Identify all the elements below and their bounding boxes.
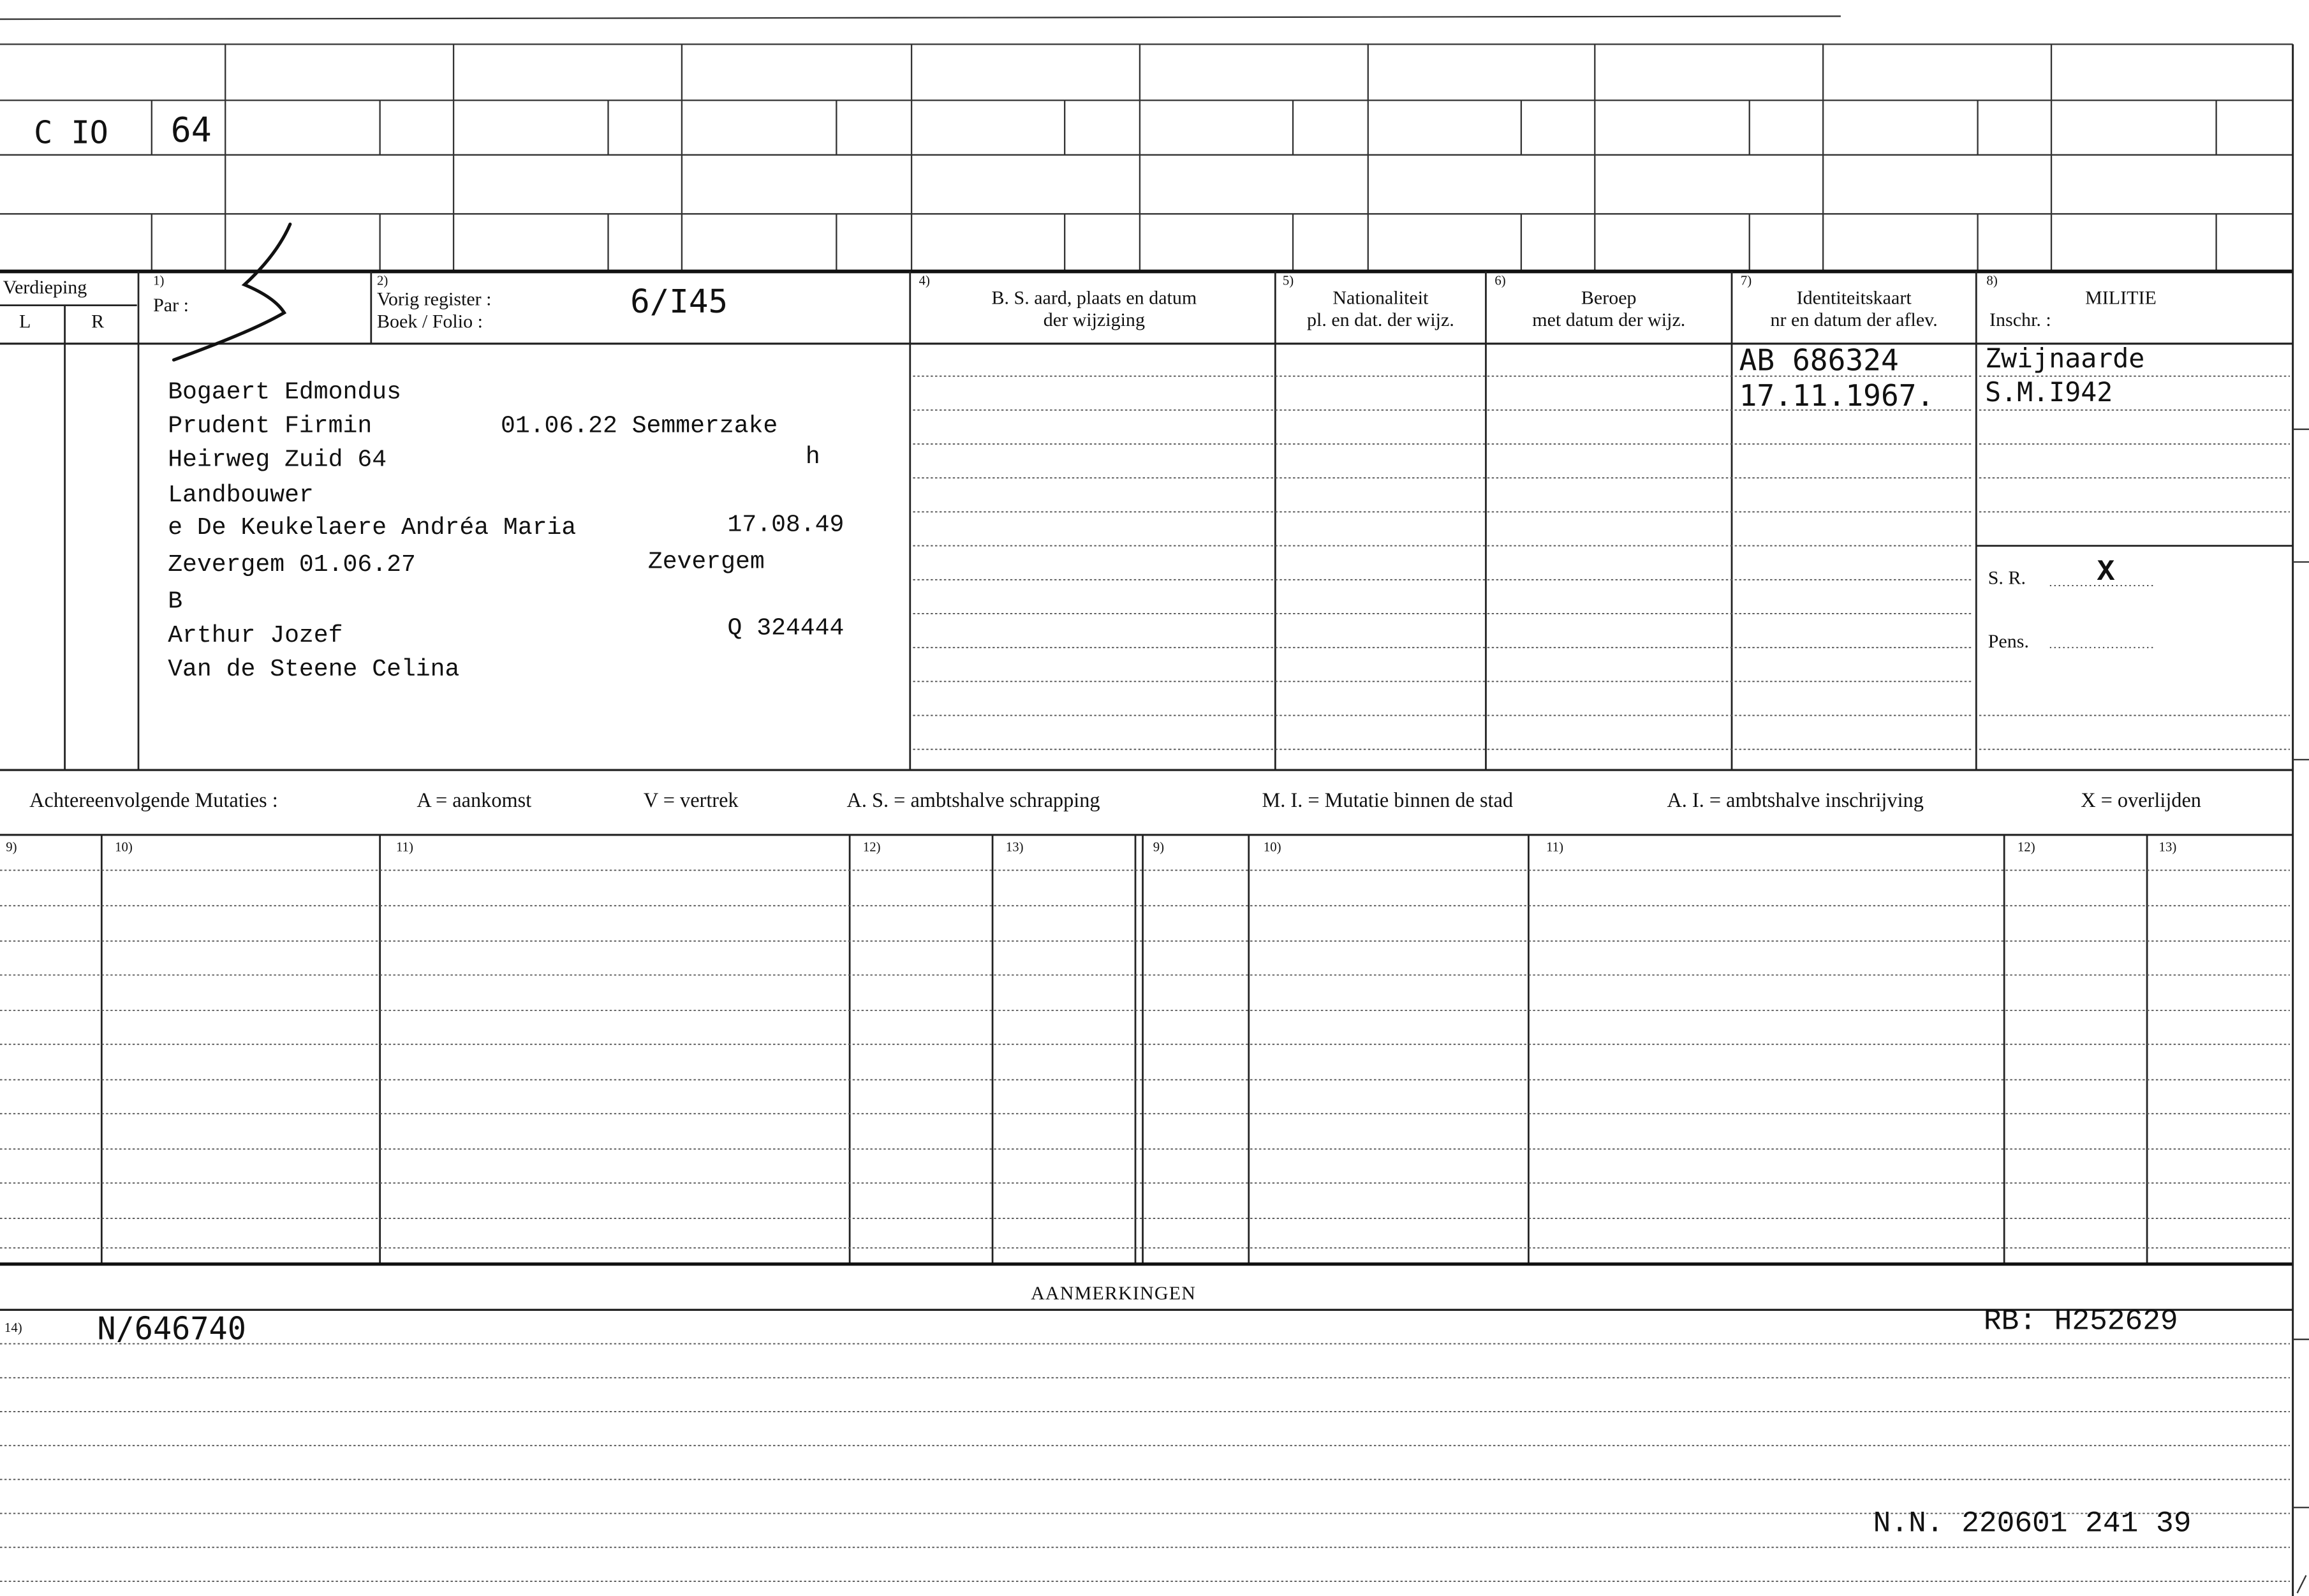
legend-ambtshalve-schrapping: A. S. = ambtshalve schrapping <box>846 790 1100 813</box>
mut-col-12-right: 12) <box>2017 839 2035 854</box>
nat-number: 5) <box>1282 272 1294 288</box>
bs-header-line2: der wijziging <box>1043 308 1145 330</box>
person-marriage-place: Zevergem <box>647 547 765 575</box>
sr-value: X <box>2097 556 2115 590</box>
sr-label: S. R. <box>1988 566 2026 589</box>
legend-mutatie-binnen: M. I. = Mutatie binnen de stad <box>1262 790 1514 813</box>
mut-col-13-left: 13) <box>1005 839 1024 854</box>
boek-folio-label: Boek / Folio : <box>377 309 483 332</box>
person-spouse-birth: Zevergem 01.06.27 <box>168 550 416 579</box>
militie-number: 8) <box>1986 272 1998 288</box>
mut-col-10-left: 10) <box>115 839 133 854</box>
remarks-nn: N.N. 220601 241 39 <box>1873 1507 2192 1542</box>
vorig-register-label: Vorig register : <box>377 287 492 310</box>
mut-col-9-left: 9) <box>6 839 17 854</box>
bs-number: 4) <box>918 272 930 288</box>
person-surname: Bogaert Edmondus <box>168 377 401 406</box>
mut-col-10-right: 10) <box>1263 839 1281 854</box>
remarks-rb: RB: H252629 <box>1983 1305 2178 1340</box>
par-number: 1) <box>153 272 165 288</box>
militie-header: MILITIE <box>2085 286 2157 309</box>
mut-col-12-left: 12) <box>862 839 881 854</box>
mut-col-9-right: 9) <box>1153 839 1165 854</box>
mut-col-11-left: 11) <box>396 839 413 854</box>
nat-header-line1: Nationaliteit <box>1332 286 1429 309</box>
id-header-line2: nr en datum der aflev. <box>1770 308 1938 330</box>
floor-right-label: R <box>91 309 105 332</box>
verdieping-label: Verdieping <box>3 276 87 299</box>
id-card-date: 17.11.1967. <box>1739 377 1935 413</box>
person-status-h: h <box>805 442 820 471</box>
legend-overlijden: X = overlijden <box>2081 790 2201 813</box>
top-grid-code: C IO <box>34 115 108 151</box>
person-address: Heirweg Zuid 64 <box>168 445 387 474</box>
legend-aankomst: A = aankomst <box>417 790 532 813</box>
legend-ambtshalve-inschrijving: A. I. = ambtshalve inschrijving <box>1667 790 1924 813</box>
vorig-number: 2) <box>377 272 388 288</box>
remarks-number: 14) <box>4 1320 22 1335</box>
pens-dotted-line <box>2050 646 2156 651</box>
inschr-label: Inschr. : <box>1989 308 2051 330</box>
person-occupation: Landbouwer <box>168 480 314 509</box>
militia-place: Zwijnaarde <box>1985 343 2145 375</box>
person-marriage-date: 17.08.49 <box>727 510 845 539</box>
floor-left-label: L <box>19 309 31 332</box>
mut-col-11-right: 11) <box>1546 839 1564 854</box>
par-pen-stroke <box>173 224 290 360</box>
remarks-n-number: N/646740 <box>97 1311 246 1347</box>
beroep-header-line1: Beroep <box>1581 286 1637 309</box>
beroep-number: 6) <box>1494 272 1506 288</box>
pens-label: Pens. <box>1988 630 2029 653</box>
person-father: Arthur Jozef <box>168 621 343 649</box>
person-spouse: e De Keukelaere Andréa Maria <box>168 513 577 542</box>
mut-col-13-right: 13) <box>2158 839 2177 854</box>
id-header-line1: Identiteitskaart <box>1796 286 1912 309</box>
beroep-header-line2: met datum der wijz. <box>1532 308 1686 330</box>
par-label: Par : <box>153 293 189 316</box>
remarks-title: AANMERKINGEN <box>1031 1282 1197 1304</box>
legend-vertrek: V = vertrek <box>643 790 739 813</box>
mutations-title: Achtereenvolgende Mutaties : <box>29 790 278 813</box>
bs-header-line1: B. S. aard, plaats en datum <box>991 286 1197 309</box>
person-code: Q 324444 <box>727 613 845 642</box>
id-card-number: AB 686324 <box>1739 342 1899 378</box>
top-grid-number: 64 <box>170 112 212 151</box>
militia-sm: S.M.I942 <box>1985 377 2113 409</box>
id-number-label: 7) <box>1740 272 1752 288</box>
person-birth: 01.06.22 Semmerzake <box>500 411 778 440</box>
nat-header-line2: pl. en dat. der wijz. <box>1306 308 1454 330</box>
person-mother: Van de Steene Celina <box>168 654 460 683</box>
person-given-names: Prudent Firmin <box>168 411 373 440</box>
vorig-register-value: 6/I45 <box>630 284 728 322</box>
person-nationality: B <box>168 587 183 616</box>
